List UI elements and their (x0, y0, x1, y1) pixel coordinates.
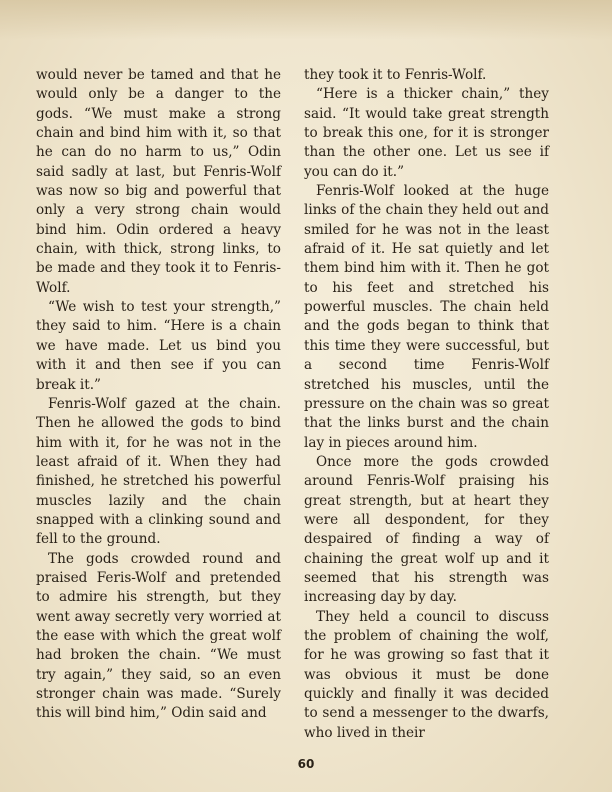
paragraph: they took it to Fenris-Wolf. (304, 67, 487, 83)
paragraph: Fenris-Wolf looked at the huge links of the chain they held out and smiled for he was not in the least afraid of it. He sat quietly and let them bind him with it. Then he got to his feet and stretched his powerful muscles. The chain held and the gods began to think that this time they were successful, but a second time Fenris-Wolf stretched his muscles, until the pressure on the chain was so great that the links burst and the chain lay in pieces around him. (304, 183, 549, 451)
paragraph: Fenris-Wolf gazed at the chain. Then he allowed the gods to bind him with it, for he was not in the least afraid of it. When they had finished, he stretched his powerful muscles lazily and the chain snapped with a clinking sound and fell to the ground. (36, 395, 281, 548)
paragraph: would never be tamed and that he would only be a danger to the gods. “We must make a strong chain and bind him with it, so that he can do no harm to us,” Odin said sadly at last, but Fenris-Wolf was now so big and powerful that only a very strong chain would bind him. Odin ordered a heavy chain, with thick, strong links, to be made and they took it to Fenris-Wolf. (36, 67, 281, 296)
paragraph: They held a council to discuss the problem of chaining the wolf, for he was growing so fast that it was obvious it must be done quickly and finally it was decided to send a messenger to the dwarfs, who lived in their (304, 608, 549, 741)
paragraph: The gods crowded round and praised Feris-Wolf and pretended to admire his strength, but they went away secretly very worried at the ease with which the great wolf had broken the chain. “We must try again,” they said, so an even stronger chain was made. “Surely this will bind him,” Odin said and (36, 550, 281, 722)
left-column (36, 66, 281, 724)
paragraph: Once more the gods crowded around Fenris-Wolf praising his great strength, but at heart they were all despondent, for they despaired of finding a way of chaining the great wolf up and it seemed that his strength was increasing day by day. (304, 453, 549, 606)
right-column (304, 66, 549, 743)
page-number: 60 (297, 757, 315, 771)
paragraph: “We wish to test your strength,” they said to him. “Here is a chain we have made. Let us bind you with it and then see if you can break it.” (36, 299, 281, 393)
paragraph: “Here is a thicker chain,” they said. “It would take great strength to break this one, for it is stronger than the other one. Let us see if you can do it.” (304, 86, 549, 180)
